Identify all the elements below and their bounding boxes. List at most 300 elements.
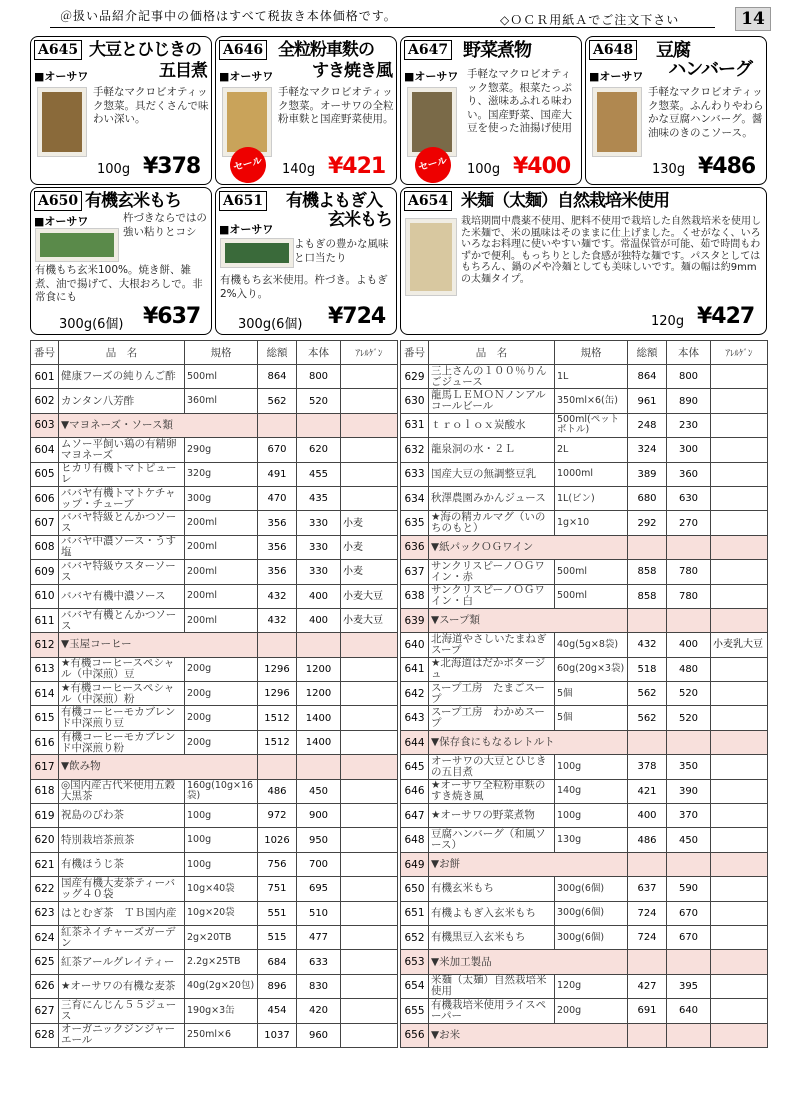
item-name: ババヤ特級ウスターソース [59,560,185,584]
item-spec: 250ml×6 [185,1023,258,1047]
product-title: 全粒粉車麩の [278,40,374,60]
item-allergen: 小麦 [341,511,398,535]
table-row[interactable] [401,779,768,803]
maker: ■オーサワ [219,70,274,83]
item-number: 625 [31,950,59,974]
item-base-price: 633 [297,950,341,974]
item-name: ババヤ中濃ソース・うす塩 [59,535,185,559]
item-allergen: 小麦大豆 [341,608,398,632]
item-number: 607 [31,511,59,535]
table-row[interactable] [31,486,398,510]
item-total: 637 [628,877,667,901]
product-title: 野菜煮物 [463,40,531,61]
table-row[interactable] [401,999,768,1023]
item-name: 健康フーズの純りんご酢 [59,365,185,389]
item-allergen [711,462,768,486]
header-name: 品 名 [59,341,185,365]
table-row[interactable] [401,974,768,998]
header-total: 総額 [258,341,297,365]
item-number: 623 [31,901,59,925]
table-row[interactable] [31,560,398,584]
item-number: 642 [401,682,429,706]
product-table-left [30,340,398,1048]
item-allergen [341,779,398,803]
item-spec: 200ml [185,535,258,559]
item-spec: 100g [185,852,258,876]
product-price: ¥400 [513,154,571,179]
item-number: 604 [31,438,59,462]
sale-badge: セール [411,143,455,185]
item-spec: 2g×20TB [185,925,258,949]
item-total [258,633,297,657]
category-row[interactable] [401,1023,768,1047]
item-total: 491 [258,462,297,486]
item-name: オーサワの大豆とひじきの五目煮 [429,755,555,779]
item-spec: 2L [555,438,628,462]
item-name: 北海道やさしいたまねぎスープ [429,633,555,657]
item-allergen [341,633,398,657]
item-name: 米麺（太麺）自然栽培米使用 [429,974,555,998]
item-total: 670 [258,438,297,462]
item-spec: 100g [185,828,258,852]
table-row[interactable] [31,999,398,1023]
item-spec: 1000ml [555,462,628,486]
item-number: 652 [401,925,429,949]
table-row[interactable] [31,706,398,730]
item-number: 609 [31,560,59,584]
product-card-a647[interactable] [400,36,582,185]
table-row[interactable] [31,901,398,925]
item-name: ババヤ有機トマトケチャップ・チューブ [59,486,185,510]
product-card-a648[interactable] [585,36,767,185]
item-name: 有機コーヒーモカブレンド中深煎り粉 [59,730,185,754]
item-name: 特別栽培茶煎茶 [59,828,185,852]
product-title-line2: 玄米もち [328,210,392,230]
item-number: 639 [401,608,429,632]
product-quantity: 140g [282,162,316,177]
item-allergen [341,706,398,730]
item-spec: 130g [555,828,628,852]
item-name: 有機栽培米使用ライスペーパー [429,999,555,1023]
item-total: 356 [258,535,297,559]
item-total: 1512 [258,706,297,730]
item-spec: 500ml [185,365,258,389]
header-name: 品 名 [429,341,555,365]
product-description: 手軽なマクロビオティック惣菜。ふんわりやわらかな豆腐ハンバーグ。醤油味のきのこソース。 [648,86,764,139]
item-number: 615 [31,706,59,730]
item-name: 紅茶ネイチャーズガーデン [59,925,185,949]
product-card-a650[interactable] [30,187,212,335]
category-name: ▼お米 [429,1023,628,1047]
item-number: 635 [401,511,429,535]
item-spec: 320g [185,462,258,486]
table-row[interactable] [401,755,768,779]
item-allergen [711,877,768,901]
item-allergen [341,389,398,413]
table-row[interactable] [31,462,398,486]
item-allergen: 小麦 [341,560,398,584]
item-total: 432 [628,633,667,657]
item-base-price: 640 [667,999,711,1023]
item-allergen [711,365,768,389]
product-code: A646 [219,40,267,60]
item-allergen [341,413,398,437]
product-title-line2: ハンバーグ [668,59,752,80]
table-header [31,341,398,365]
item-spec: 200ml [185,511,258,535]
item-total: 454 [258,999,297,1023]
item-total: 427 [628,974,667,998]
item-total [628,950,667,974]
item-number: 641 [401,657,429,681]
table-header [401,341,768,365]
item-name: ババヤ有機とんかつソース [59,608,185,632]
item-spec: 5個 [555,706,628,730]
item-name: ★オーサワの有機な麦茶 [59,974,185,998]
item-base-price [667,608,711,632]
item-base-price: 300 [667,438,711,462]
item-name: サンクリスピーノＯＧワイン・赤 [429,560,555,584]
item-spec: 40g(2g×20包) [185,974,258,998]
maker: ■オーサワ [34,70,89,83]
table-row[interactable] [401,925,768,949]
item-number: 602 [31,389,59,413]
item-base-price: 450 [667,828,711,852]
item-name: サンクリスピーノＯＧワイン・白 [429,584,555,608]
item-base-price [667,950,711,974]
item-allergen [711,755,768,779]
item-base-price: 330 [297,511,341,535]
item-allergen [341,1023,398,1047]
category-row[interactable] [401,608,768,632]
category-name: ▼マヨネーズ・ソース類 [59,413,258,437]
category-row[interactable] [401,730,768,754]
table-row[interactable] [31,779,398,803]
product-code: A651 [219,191,267,211]
category-row[interactable] [31,633,398,657]
item-total: 378 [628,755,667,779]
item-number: 612 [31,633,59,657]
item-base-price: 510 [297,901,341,925]
table-row[interactable] [31,682,398,706]
table-row[interactable] [31,365,398,389]
table-row[interactable] [401,486,768,510]
item-base-price [667,730,711,754]
table-row[interactable] [31,974,398,998]
product-description-detail: 有機もち玄米使用。杵づき。よもぎ2%入り。 [220,274,388,300]
item-total: 562 [258,389,297,413]
item-number: 628 [31,1023,59,1047]
item-total: 896 [258,974,297,998]
item-spec: 300g(6個) [555,925,628,949]
item-allergen [341,877,398,901]
item-base-price: 480 [667,657,711,681]
product-title: 米麺（太麺）自然栽培米使用 [461,191,669,211]
table-row[interactable] [31,828,398,852]
item-spec: 190g×3缶 [185,999,258,1023]
item-spec: 350ml×6(缶) [555,389,628,413]
item-base-price: 950 [297,828,341,852]
item-number: 617 [31,755,59,779]
table-row[interactable] [401,584,768,608]
category-row[interactable] [31,755,398,779]
product-price: ¥427 [697,304,755,329]
item-spec: 500ml [555,584,628,608]
table-row[interactable] [31,535,398,559]
item-name: 有機よもぎ入玄米もち [429,901,555,925]
item-allergen [711,486,768,510]
item-number: 646 [401,779,429,803]
table-row[interactable] [31,438,398,462]
item-allergen [711,608,768,632]
table-row[interactable] [31,657,398,681]
table-row[interactable] [31,511,398,535]
item-name: 有機コーヒーモカブレンド中深煎り豆 [59,706,185,730]
table-row[interactable] [31,804,398,828]
product-photo [37,87,87,157]
maker: ■オーサワ [34,215,89,228]
product-code: A647 [404,40,452,60]
table-row[interactable] [31,608,398,632]
item-number: 624 [31,925,59,949]
item-spec: 200g [185,657,258,681]
item-number: 629 [401,365,429,389]
item-total: 684 [258,950,297,974]
product-photo [592,87,642,157]
item-base-price [667,535,711,559]
item-allergen [341,828,398,852]
item-spec: 300g(6個) [555,901,628,925]
page-number: 14 [735,7,771,31]
table-row[interactable] [401,901,768,925]
item-name: ｔｒｏｌｏｘ炭酸水 [429,413,555,437]
product-description: 手軽なマクロビオティック惣菜。根菜たっぷり、滋味あふれる味わい。国産野菜、国産大豆を使った油揚げ使用 [467,68,572,134]
product-card-a646[interactable] [215,36,397,185]
item-name: 豆腐ハンバーグ（和風ソース） [429,828,555,852]
item-allergen [711,706,768,730]
item-base-price: 700 [297,852,341,876]
header-no: 番号 [31,341,59,365]
item-spec: 200g [185,730,258,754]
item-base-price: 620 [297,438,341,462]
category-name: ▼米加工製品 [429,950,628,974]
table-row[interactable] [401,438,768,462]
item-allergen [341,365,398,389]
item-total: 421 [628,779,667,803]
item-allergen [711,828,768,852]
item-base-price [667,1023,711,1047]
item-allergen [711,950,768,974]
item-number: 650 [401,877,429,901]
item-base-price: 1400 [297,706,341,730]
item-name: はとむぎ茶 ＴＢ国内産 [59,901,185,925]
item-name: ★オーサワ全粒粉車麩のすき焼き風 [429,779,555,803]
item-name: ムソー平飼い鶏の有精卵マヨネーズ [59,438,185,462]
table-row[interactable] [401,828,768,852]
item-allergen [711,901,768,925]
item-base-price: 390 [667,779,711,803]
table-row[interactable] [31,877,398,901]
product-title: 有機よもぎ入 [286,191,382,211]
item-total [628,1023,667,1047]
table-row[interactable] [401,389,768,413]
item-total: 470 [258,486,297,510]
item-number: 644 [401,730,429,754]
item-total [258,755,297,779]
item-allergen: 小麦 [341,535,398,559]
item-allergen [341,438,398,462]
item-spec: 300g [185,486,258,510]
item-total [258,413,297,437]
table-row[interactable] [31,389,398,413]
item-spec: 200g [185,682,258,706]
item-total: 515 [258,925,297,949]
item-total: 858 [628,584,667,608]
item-allergen [341,974,398,998]
product-quantity: 130g [652,162,686,177]
item-allergen [711,1023,768,1047]
item-total: 972 [258,804,297,828]
table-row[interactable] [31,852,398,876]
item-total: 486 [258,779,297,803]
item-total: 389 [628,462,667,486]
table-row[interactable] [401,657,768,681]
item-base-price: 400 [297,584,341,608]
item-spec: 200ml [185,560,258,584]
item-base-price [667,852,711,876]
item-total: 432 [258,608,297,632]
item-total: 1037 [258,1023,297,1047]
table-row[interactable] [31,925,398,949]
item-number: 649 [401,852,429,876]
item-total: 751 [258,877,297,901]
item-base-price: 330 [297,560,341,584]
product-card-a645[interactable] [30,36,212,185]
item-spec: 5個 [555,682,628,706]
item-total: 248 [628,413,667,437]
category-row[interactable] [401,950,768,974]
product-price: ¥378 [143,154,201,179]
item-number: 618 [31,779,59,803]
item-base-price: 370 [667,804,711,828]
item-spec: 200ml [185,584,258,608]
table-row[interactable] [401,706,768,730]
table-row[interactable] [31,584,398,608]
item-base-price: 1200 [297,682,341,706]
table-row[interactable] [31,1023,398,1047]
product-card-a651[interactable] [215,187,397,335]
item-base-price: 1200 [297,657,341,681]
item-base-price: 435 [297,486,341,510]
item-total: 864 [258,365,297,389]
table-row[interactable] [401,877,768,901]
item-allergen: 小麦大豆 [341,584,398,608]
item-number: 603 [31,413,59,437]
table-row[interactable] [401,682,768,706]
item-number: 633 [401,462,429,486]
item-base-price: 520 [667,682,711,706]
item-name: ババヤ特級とんかつソース [59,511,185,535]
item-allergen [711,682,768,706]
item-total: 562 [628,706,667,730]
table-row[interactable] [401,804,768,828]
item-number: 601 [31,365,59,389]
item-allergen [341,462,398,486]
item-allergen [711,779,768,803]
item-base-price [297,413,341,437]
item-spec: 200g [185,706,258,730]
item-allergen: 小麦乳大豆 [711,633,768,657]
item-total: 756 [258,852,297,876]
header-divider [50,27,715,28]
product-quantity: 120g [651,314,685,329]
item-number: 647 [401,804,429,828]
product-code: A645 [34,40,82,60]
table-row[interactable] [401,511,768,535]
item-base-price: 450 [297,779,341,803]
item-base-price: 800 [667,365,711,389]
table-row[interactable] [401,633,768,657]
item-allergen [341,682,398,706]
category-name: ▼飲み物 [59,755,258,779]
item-number: 643 [401,706,429,730]
item-total: 432 [258,584,297,608]
item-total [628,730,667,754]
product-description-detail: 有機もち玄米100%。焼き餅、雑煮、油で揚げて、大根おろしで。非常食にも [35,264,203,303]
table-row[interactable] [401,413,768,437]
product-code: A648 [589,40,637,60]
category-name: ▼お餅 [429,852,628,876]
item-allergen [711,535,768,559]
item-name: ◎国内産古代米使用五穀大黒茶 [59,779,185,803]
header-spec: 規格 [555,341,628,365]
item-total: 1296 [258,682,297,706]
header-base: 本体 [667,341,711,365]
table-row[interactable] [401,560,768,584]
item-name: 秋澤農園みかんジュース [429,486,555,510]
product-title-line2: すき焼き風 [312,61,392,81]
item-number: 636 [401,535,429,559]
product-quantity: 300g(6個) [59,317,124,332]
item-number: 651 [401,901,429,925]
table-row[interactable] [31,950,398,974]
item-name: ヒカリ有機トマトピューレ [59,462,185,486]
product-title: 大豆とひじきの [89,40,201,60]
item-allergen [341,852,398,876]
header-base: 本体 [297,341,341,365]
category-row[interactable] [401,852,768,876]
item-base-price: 1400 [297,730,341,754]
header-total: 総額 [628,341,667,365]
table-row[interactable] [401,365,768,389]
product-quantity: 300g(6個) [238,317,303,332]
item-name: ★オーサワの野菜煮物 [429,804,555,828]
item-base-price: 830 [297,974,341,998]
item-total: 292 [628,511,667,535]
category-row[interactable] [401,535,768,559]
table-row[interactable] [31,730,398,754]
item-number: 630 [401,389,429,413]
product-card-a654[interactable] [400,187,767,335]
product-description: 栽培期間中農薬不使用、肥料不使用で栽培した自然栽培米を使用した米麺で、米の風味はそのままに仕上げました。くせがなく、いろいろなお料理に使いやすい麺です。常温保管が可能、茹で時間もわずかで便利。もっちりとした食感が独特な麺です。パスタとしてはもちろん、鍋の〆や冷麺としても美味しいです。麺の幅は約9mmの太麺タイプ。 [461,216,761,285]
item-number: 619 [31,804,59,828]
table-row[interactable] [401,462,768,486]
item-name: 三上さんの１００％りんごジュース [429,365,555,389]
category-row[interactable] [31,413,398,437]
item-base-price: 395 [667,974,711,998]
item-allergen [711,657,768,681]
header-no: 番号 [401,341,429,365]
